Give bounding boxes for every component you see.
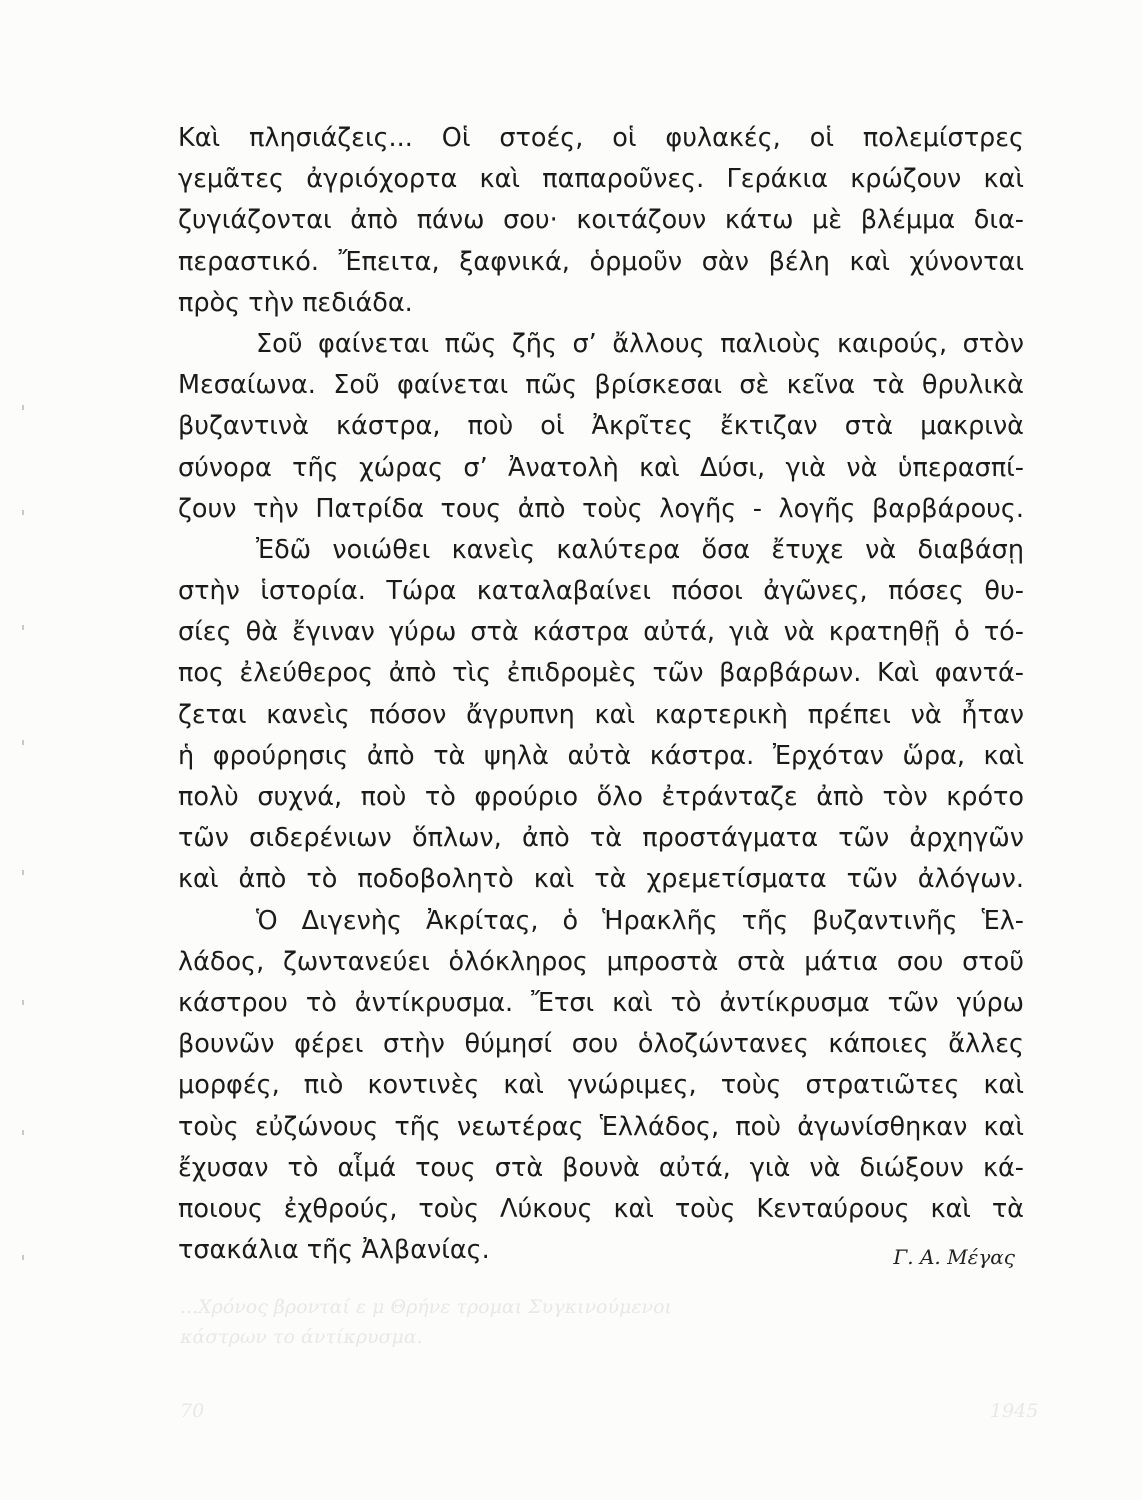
text-line: βυζαντινὰ κάστρα, ποὺ οἱ Ἀκρῖτες ἔκτιζαν στὰ μακρινὰ xyxy=(178,411,1024,442)
bleed-through-page-number: 70 xyxy=(180,1400,205,1422)
text-line: μορφές, πιὸ κοντινὲς καὶ γνώριμες, τοὺς στρατιῶτες καὶ xyxy=(178,1070,1024,1101)
text-line: σίες θὰ ἔγιναν γύρω στὰ κάστρα αὐτά, γιὰ νὰ κρατηθῇ ὁ τό- xyxy=(178,617,1024,648)
text-line: τοὺς εὐζώνους τῆς νεωτέρας Ἑλλάδος, ποὺ ἀγωνίσθηκαν καὶ xyxy=(178,1111,1024,1142)
text-line: πος ἐλεύθερος ἀπὸ τὶς ἐπιδρομὲς τῶν βαρβάρων. Καὶ φαντά- xyxy=(178,658,1024,689)
text-line: στὴν ἱστορία. Τώρα καταλαβαίνει πόσοι ἀγῶνες, πόσες θυ- xyxy=(178,576,1024,607)
bleed-through-text: κάστρων το άντίκρυσμα. xyxy=(180,1326,423,1348)
text-line: Μεσαίωνα. Σοῦ φαίνεται πῶς βρίσκεσαι σὲ κεῖνα τὰ θρυλικὰ xyxy=(178,370,1024,401)
bleed-through-year: 1945 xyxy=(990,1400,1039,1422)
text-line: λάδος, ζωντανεύει ὁλόκληρος μπροστὰ στὰ μάτια σου στοῦ xyxy=(178,946,1024,977)
scan-margin-mark xyxy=(22,625,24,630)
text-line: Καὶ πλησιάζεις... Οἱ στοές, οἱ φυλακές, οἱ πολεμίστρες xyxy=(178,123,1024,153)
scan-margin-mark xyxy=(22,1130,24,1135)
text-line: τσακάλια τῆς Ἀλβανίας. xyxy=(178,1235,490,1266)
text-line: ἔχυσαν τὸ αἷμά τους στὰ βουνὰ αὐτά, γιὰ νὰ διώξουν κά- xyxy=(178,1152,1024,1183)
text-line: Ἐδῶ νοιώθει κανεὶς καλύτερα ὅσα ἔτυχε νὰ διαβάσῃ xyxy=(256,534,1024,565)
text-line: ποιους ἐχθρούς, τοὺς Λύκους καὶ τοὺς Κενταύρους καὶ τὰ xyxy=(178,1193,1024,1224)
author-signature: Γ. Α. Μέγας xyxy=(893,1245,1015,1269)
text-line: ζυγιάζονται ἀπὸ πάνω σου· κοιτάζουν κάτω μὲ βλέμμα δια- xyxy=(178,205,1024,236)
text-line: ζεται κανεὶς πόσον ἄγρυπνη καὶ καρτερικὴ πρέπει νὰ ἦταν xyxy=(178,699,1024,730)
text-line: περαστικό. Ἔπειτα, ξαφνικά, ὁρμοῦν σὰν βέλη καὶ χύνονται xyxy=(178,246,1024,277)
scan-margin-mark xyxy=(22,740,24,745)
text-line: πρὸς τὴν πεδιάδα. xyxy=(178,287,413,318)
body-text xyxy=(178,118,1024,1271)
scan-margin-mark xyxy=(22,510,24,515)
text-line: κάστρου τὸ ἀντίκρυσμα. Ἔτσι καὶ τὸ ἀντίκρυσμα τῶν γύρω xyxy=(178,987,1024,1018)
text-line: Ὁ Διγενὴς Ἀκρίτας, ὁ Ἡρακλῆς τῆς βυζαντινῆς Ἑλ- xyxy=(256,905,1024,936)
text-line: Σοῦ φαίνεται πῶς ζῆς σ’ ἄλλους παλιοὺς καιρούς, στὸν xyxy=(256,328,1024,359)
scan-margin-mark xyxy=(22,870,24,875)
scan-margin-mark xyxy=(22,1255,24,1260)
text-line: καὶ ἀπὸ τὸ ποδοβολητὸ καὶ τὰ χρεμετίσματα τῶν ἀλόγων. xyxy=(178,864,1024,895)
text-line: βουνῶν φέρει στὴν θύμησί σου ὁλοζώντανες κάποιες ἄλλες xyxy=(178,1029,1024,1060)
bleed-through-text: ...Χρόνος βρονταί ε μ Θρήνε τρομαι Συγκινούμενοι xyxy=(180,1296,672,1318)
text-line: τῶν σιδερένιων ὅπλων, ἀπὸ τὰ προστάγματα τῶν ἀρχηγῶν xyxy=(178,823,1024,854)
scan-margin-mark xyxy=(22,405,24,410)
text-line: ἡ φρούρησις ἀπὸ τὰ ψηλὰ αὐτὰ κάστρα. Ἐρχόταν ὥρα, καὶ xyxy=(178,740,1024,771)
text-line: γεμᾶτες ἀγριόχορτα καὶ παπαροῦνες. Γεράκια κρώζουν καὶ xyxy=(178,164,1024,195)
text-line: σύνορα τῆς χώρας σ’ Ἀνατολὴ καὶ Δύσι, γιὰ νὰ ὑπερασπί- xyxy=(178,452,1024,483)
text-line: ζουν τὴν Πατρίδα τους ἀπὸ τοὺς λογῆς - λογῆς βαρβάρους. xyxy=(178,493,1024,524)
scan-margin-mark xyxy=(22,1000,24,1005)
text-line: πολὺ συχνά, ποὺ τὸ φρούριο ὅλο ἐτράνταζε ἀπὸ τὸν κρότο xyxy=(178,782,1024,812)
